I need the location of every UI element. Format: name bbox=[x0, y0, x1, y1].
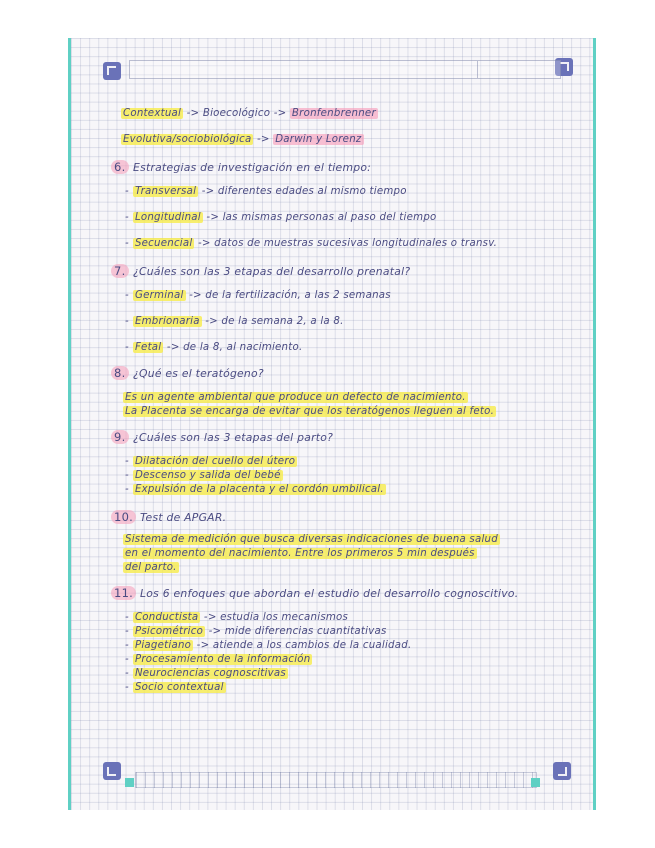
list-item: - Expulsión de la placenta y el cordón umbilical. bbox=[125, 484, 384, 495]
note-text: Bioecológico bbox=[202, 108, 271, 119]
note-text: -> diferentes edades al mismo tiempo bbox=[201, 186, 407, 197]
highlighted-term: Psicométrico bbox=[134, 626, 204, 637]
highlighted-term: Socio contextual bbox=[134, 682, 224, 693]
highlighted-term: Piagetiano bbox=[134, 640, 192, 651]
note-text: -> datos de muestras sucesivas longitudinales o transv. bbox=[197, 238, 498, 249]
list-item: - Embrionaria -> de la semana 2, a la 8. bbox=[125, 316, 344, 327]
arrow: -> bbox=[186, 108, 200, 119]
question-number: 10. bbox=[111, 510, 136, 524]
note-text: -> de la fertilización, a las 2 semanas bbox=[189, 290, 391, 301]
highlighted-term: Fetal bbox=[134, 342, 162, 353]
corner-mark-icon bbox=[103, 762, 121, 780]
list-item: - Conductista -> estudia los mecanismos bbox=[125, 612, 349, 623]
list-item: - Psicométrico -> mide diferencias cuantitativas bbox=[125, 626, 387, 637]
question-7 bbox=[111, 264, 410, 278]
highlighted-author: Bronfenbrenner bbox=[291, 108, 376, 119]
note-text: -> de la 8, al nacimiento. bbox=[166, 342, 303, 353]
list-item: - Secuencial -> datos de muestras sucesivas longitudinales o transv. bbox=[125, 238, 498, 249]
question-9 bbox=[111, 430, 333, 444]
question-text: ¿Cuáles son las 3 etapas del desarrollo prenatal? bbox=[133, 265, 411, 278]
highlighted-term: Contextual bbox=[123, 108, 182, 119]
answer-line bbox=[123, 548, 477, 559]
question-8 bbox=[111, 366, 264, 380]
highlighted-term: Secuencial bbox=[134, 238, 193, 249]
highlighted-term: Conductista bbox=[134, 612, 199, 623]
highlighted-answer: Sistema de medición que busca diversas indicaciones de buena salud bbox=[125, 534, 498, 545]
highlighted-term: Evolutiva/sociobiológica bbox=[123, 134, 252, 145]
note-text: -> estudia los mecanismos bbox=[203, 612, 349, 623]
question-11 bbox=[111, 586, 518, 600]
note-line bbox=[121, 134, 364, 145]
answer-line bbox=[123, 534, 500, 545]
answer-line bbox=[123, 406, 496, 417]
answer-line bbox=[123, 562, 179, 573]
highlighted-term: Procesamiento de la información bbox=[134, 654, 311, 665]
highlighted-answer: La Placenta se encarga de evitar que los teratógenos lleguen al feto. bbox=[125, 406, 495, 417]
question-text: Los 6 enfoques que abordan el estudio del desarrollo cognoscitivo. bbox=[140, 587, 519, 600]
note-text: -> atiende a los cambios de la cualidad. bbox=[196, 640, 412, 651]
question-text: ¿Qué es el teratógeno? bbox=[133, 367, 264, 380]
highlighted-term: Descenso y salida del bebé bbox=[134, 470, 281, 481]
list-item: - Germinal -> de la fertilización, a las 2 semanas bbox=[125, 290, 391, 301]
question-number: 7. bbox=[111, 264, 129, 278]
answer-line bbox=[123, 392, 468, 403]
question-number: 6. bbox=[111, 160, 129, 174]
notebook-page bbox=[68, 38, 596, 810]
arrow: -> bbox=[256, 134, 270, 145]
question-6 bbox=[111, 160, 371, 174]
list-item: - Neurociencias cognoscitivas bbox=[125, 668, 286, 679]
header-box bbox=[129, 60, 561, 79]
list-item: - Descenso y salida del bebé bbox=[125, 470, 281, 481]
note-text: -> las mismas personas al paso del tiempo bbox=[206, 212, 437, 223]
list-item: - Fetal -> de la 8, al nacimiento. bbox=[125, 342, 303, 353]
corner-mark-icon bbox=[103, 62, 121, 80]
arrow: -> bbox=[273, 108, 287, 119]
question-text: Test de APGAR. bbox=[140, 511, 227, 524]
question-10 bbox=[111, 510, 226, 524]
list-item: - Socio contextual bbox=[125, 682, 224, 693]
question-text: Estrategias de investigación en el tiempo: bbox=[133, 161, 372, 174]
corner-mark-icon bbox=[553, 762, 571, 780]
question-number: 11. bbox=[111, 586, 136, 600]
list-item: - Procesamiento de la información bbox=[125, 654, 311, 665]
highlighted-term: Neurociencias cognoscitivas bbox=[134, 668, 286, 679]
list-item: - Dilatación del cuello del útero bbox=[125, 456, 296, 467]
note-text: -> mide diferencias cuantitativas bbox=[208, 626, 387, 637]
list-item: - Transversal -> diferentes edades al mismo tiempo bbox=[125, 186, 407, 197]
highlighted-answer: Es un agente ambiental que produce un defecto de nacimiento. bbox=[125, 392, 466, 403]
highlighted-author: Darwin y Lorenz bbox=[275, 134, 362, 145]
highlighted-term: Transversal bbox=[134, 186, 197, 197]
question-text: ¿Cuáles son las 3 etapas del parto? bbox=[133, 431, 334, 444]
highlighted-term: Embrionaria bbox=[134, 316, 200, 327]
footer-strip bbox=[135, 772, 537, 788]
teal-square bbox=[531, 778, 540, 787]
teal-square bbox=[125, 778, 134, 787]
highlighted-answer: en el momento del nacimiento. Entre los primeros 5 min después bbox=[125, 548, 475, 559]
list-item: - Longitudinal -> las mismas personas al paso del tiempo bbox=[125, 212, 437, 223]
highlighted-term: Longitudinal bbox=[134, 212, 201, 223]
highlighted-term: Expulsión de la placenta y el cordón umbilical. bbox=[134, 484, 384, 495]
highlighted-term: Dilatación del cuello del útero bbox=[134, 456, 296, 467]
highlighted-term: Germinal bbox=[134, 290, 184, 301]
note-line bbox=[121, 108, 378, 119]
question-number: 9. bbox=[111, 430, 129, 444]
highlighted-answer: del parto. bbox=[125, 562, 177, 573]
question-number: 8. bbox=[111, 366, 129, 380]
list-item: - Piagetiano -> atiende a los cambios de la cualidad. bbox=[125, 640, 412, 651]
note-text: -> de la semana 2, a la 8. bbox=[205, 316, 344, 327]
